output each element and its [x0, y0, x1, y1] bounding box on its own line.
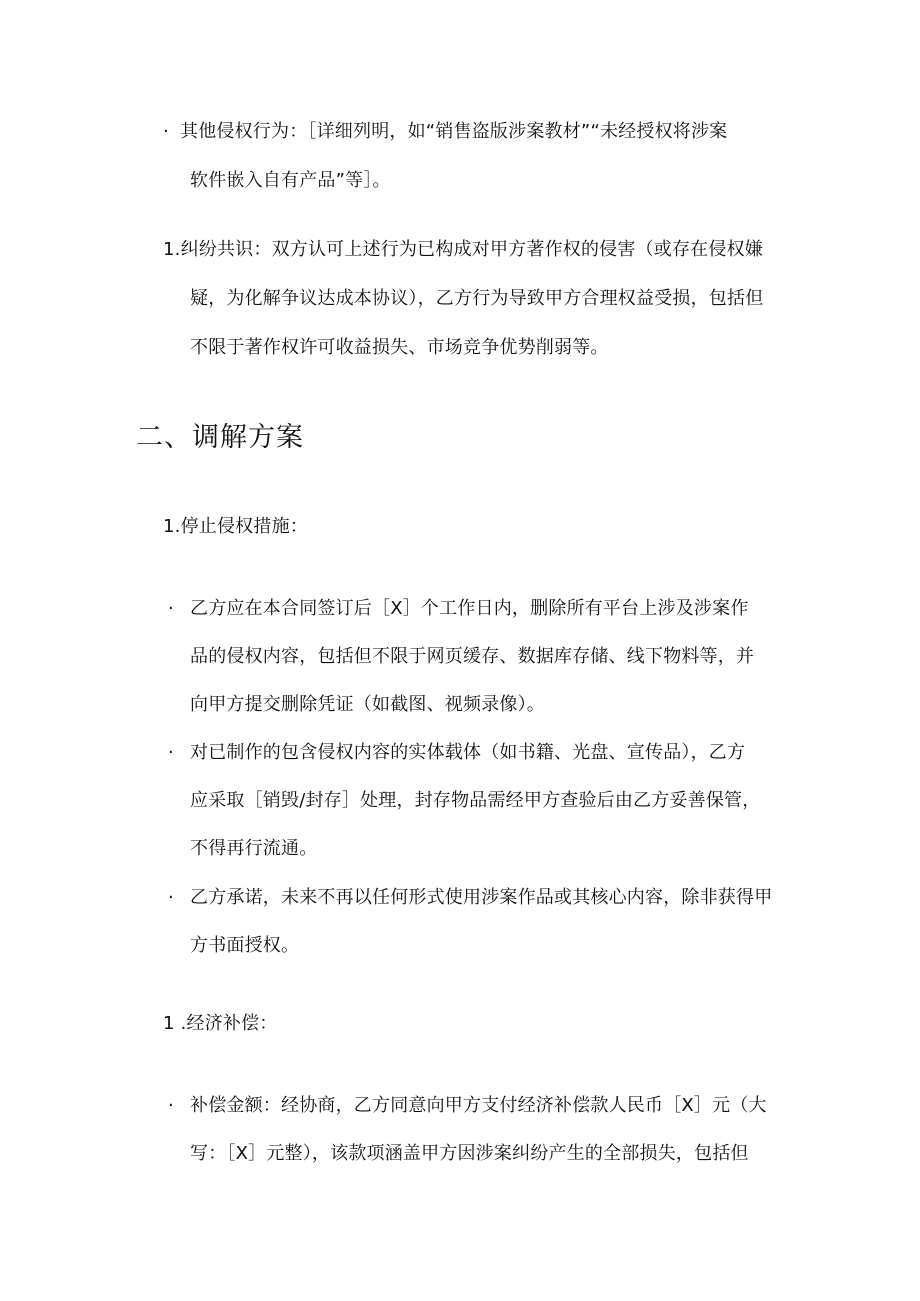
- economic-compensation-label: 1 .经济补偿：: [163, 1013, 278, 1034]
- stop-item3-line1: 乙方承诺，未来不再以任何形式使用涉案作品或其核心内容，除非获得甲: [190, 887, 773, 908]
- bullet-dot: ·: [168, 1095, 174, 1116]
- consensus-line1: 1.纠纷共识：双方认可上述行为已构成对甲方著作权的侵害（或存在侵权嫌: [163, 239, 763, 260]
- other-infringement-line1: 其他侵权行为：［详细列明，如“销售盗版涉案教材”“未经授权将涉案: [180, 121, 728, 142]
- stop-item1-line2: 品的侵权内容，包括但不限于网页缓存、数据库存储、线下物料等，并: [190, 646, 755, 667]
- stop-item2-line1: 对已制作的包含侵权内容的实体载体（如书籍、光盘、宣传品），乙方: [190, 742, 746, 763]
- stop-infringement-label: 1.停止侵权措施：: [163, 516, 308, 537]
- stop-item3-line2: 方书面授权。: [190, 935, 300, 956]
- consensus-line3: 不限于著作权许可收益损失、市场竞争优势削弱等。: [190, 337, 609, 358]
- other-infringement-line2: 软件嵌入自有产品”等］。: [190, 170, 391, 191]
- compensation-line1: 补偿金额：经协商，乙方同意向甲方支付经济补偿款人民币［X］元（大: [190, 1095, 767, 1116]
- section-heading-mediation-plan: 二、调解方案: [136, 422, 304, 453]
- stop-item1-line3: 向甲方提交删除凭证（如截图、视频录像）。: [190, 694, 545, 715]
- bullet-dot: ·: [163, 121, 169, 142]
- consensus-line2: 疑，为化解争议达成本协议），乙方行为导致甲方合理权益受损，包括但: [190, 288, 764, 309]
- compensation-line2: 写：［X］元整），该款项涵盖甲方因涉案纠纷产生的全部损失，包括但: [190, 1143, 749, 1164]
- bullet-dot: ·: [168, 887, 174, 908]
- stop-item1-line1: 乙方应在本合同签订后［X］个工作日内，删除所有平台上涉及涉案作: [190, 598, 749, 619]
- stop-item2-line2: 应采取［销毁/封存］处理，封存物品需经甲方查验后由乙方妥善保管，: [190, 790, 761, 811]
- bullet-dot: ·: [168, 742, 174, 763]
- bullet-dot: ·: [168, 598, 174, 619]
- stop-item2-line3: 不得再行流通。: [190, 838, 318, 859]
